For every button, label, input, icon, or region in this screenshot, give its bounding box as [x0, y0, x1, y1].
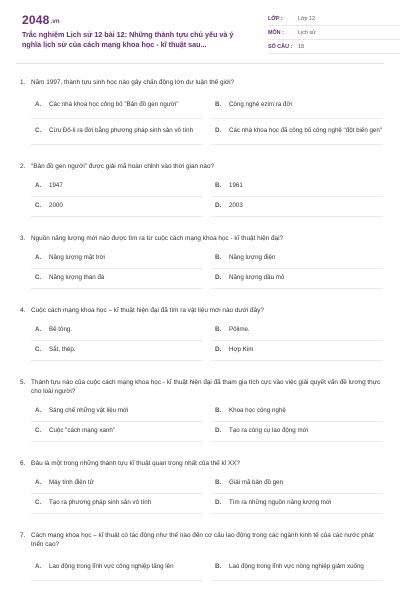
- option-d[interactable]: [211, 341, 383, 361]
- option-text: Công nghệ ezim ra đời: [229, 101, 292, 109]
- option-letter: D.: [215, 202, 222, 210]
- option-text: 1947: [49, 182, 63, 190]
- question-number: 6.: [20, 460, 26, 467]
- option-b[interactable]: [211, 402, 383, 422]
- question-number: 2.: [20, 163, 26, 170]
- option-a[interactable]: [31, 402, 203, 422]
- option-text: Cừu Đô-li ra đời bằng phương pháp sinh sản vô tính: [49, 127, 194, 135]
- option-letter: B.: [215, 563, 222, 571]
- option-letter: B.: [215, 407, 222, 415]
- question-text: Thành tựu nào của cuộc cách mạng khoa học - kĩ thuật hiện đại đã tham gia tích cực vào việc giải quyết vấn đề lương thực cho loài người?: [31, 379, 381, 395]
- option-c[interactable]: [31, 341, 203, 361]
- meta-subject-label: MÔN :: [268, 29, 284, 36]
- question-text: Cuộc cách mạng khoa học – kĩ thuật hiện đại đã tìm ra vật liệu mới nào dưới đây?: [31, 307, 264, 314]
- option-a[interactable]: [31, 93, 203, 119]
- option-text: Máy tính điện tử: [49, 479, 94, 487]
- option-text: Năng lượng mặt trời: [49, 254, 105, 262]
- question-text: Đâu là một trong những thành tựu kĩ thuật quan trọng nhất của thế kỉ XX?: [31, 460, 240, 467]
- option-b[interactable]: [211, 321, 383, 341]
- option-text: Hợp Kim: [229, 346, 254, 354]
- question-text: Năm 1997, thành tựu sinh học nào gây chấn động lớn dư luận thế giới?: [31, 79, 235, 86]
- option-text: 2003: [229, 202, 243, 210]
- question-3: [16, 234, 384, 289]
- option-text: 2000: [49, 202, 63, 210]
- option-d[interactable]: [211, 119, 383, 145]
- meta-grade-value[interactable]: Lớp 12: [298, 15, 316, 22]
- option-text: Năng lượng điện: [229, 254, 276, 262]
- answer-options: [16, 249, 384, 289]
- option-letter: A.: [35, 563, 42, 571]
- question-list: [16, 78, 384, 598]
- option-text: Tìm ra những nguồn năng lượng mới: [229, 499, 332, 507]
- option-text: Năng lượng than đá: [49, 274, 105, 282]
- question-6: [16, 459, 384, 514]
- option-text: 1961: [229, 182, 243, 190]
- option-letter: B.: [215, 254, 222, 262]
- option-letter: D.: [215, 346, 222, 354]
- option-a[interactable]: [31, 474, 203, 494]
- option-d[interactable]: [211, 494, 383, 514]
- meta-subject: [268, 26, 400, 40]
- answer-options: [16, 177, 384, 217]
- question-text: "Bản đồ gen người" được giải mã hoàn chỉnh vào thời gian nào?: [31, 163, 215, 170]
- question-4: [16, 306, 384, 361]
- question-text: Cách mạng khoa học – kĩ thuật có tác động như thế nào đến cơ cấu lao động trong các ngành kinh tế của các nước phát triển cao?: [31, 532, 374, 548]
- answer-options: [16, 474, 384, 514]
- option-text: Pôlime.: [229, 326, 250, 334]
- option-c[interactable]: [31, 269, 203, 289]
- option-d[interactable]: [211, 269, 383, 289]
- option-letter: C.: [35, 274, 42, 282]
- answer-options: [16, 402, 384, 442]
- option-letter: B.: [215, 101, 222, 109]
- option-c[interactable]: [31, 197, 203, 217]
- option-c[interactable]: [31, 119, 203, 145]
- option-b[interactable]: [211, 474, 383, 494]
- meta-grade: [268, 12, 400, 26]
- option-b[interactable]: [211, 93, 383, 119]
- option-a[interactable]: [31, 321, 203, 341]
- option-text: Tạo ra phương pháp sinh sản vô tính: [49, 499, 152, 507]
- question-text: Nguồn năng lượng mới nào được tìm ra từ cuộc cách mạng khoa học - kĩ thuật hiện đại?: [31, 235, 284, 242]
- option-letter: A.: [35, 326, 42, 334]
- option-text: Khoa học công nghệ: [229, 407, 286, 415]
- question-number: 4.: [20, 307, 26, 314]
- option-letter: B.: [215, 326, 222, 334]
- option-letter: A.: [35, 407, 42, 415]
- option-letter: C.: [35, 346, 42, 354]
- option-d[interactable]: [211, 422, 383, 442]
- option-d[interactable]: [211, 197, 383, 217]
- option-letter: C.: [35, 499, 42, 507]
- meta-count-value: 18: [298, 43, 304, 50]
- option-letter: D.: [215, 127, 222, 135]
- answer-options: [16, 555, 384, 581]
- question-1: [16, 78, 384, 145]
- option-letter: C.: [35, 127, 42, 135]
- quiz-title[interactable]: Trắc nghiệm Lịch sử 12 bài 12: Những thành tựu chủ yếu và ý nghĩa lịch sử của cách mạng khoa học - kĩ thuật sau...: [22, 30, 234, 49]
- option-text: Lao động trong lĩnh vực nông nghiệp giảm xuống: [229, 563, 364, 571]
- option-letter: D.: [215, 274, 222, 282]
- option-text: Tạo ra công cụ lao động mới: [229, 427, 309, 435]
- option-text: Giải mã bản đồ gen: [229, 479, 284, 487]
- page-header: [16, 0, 384, 64]
- option-c[interactable]: [31, 494, 203, 514]
- question-2: [16, 162, 384, 217]
- meta-subject-value[interactable]: Lịch sử: [298, 29, 316, 36]
- option-text: Bê tông.: [49, 326, 73, 334]
- option-letter: A.: [35, 101, 42, 109]
- answer-options: [16, 93, 384, 145]
- question-number: 5.: [20, 379, 26, 386]
- option-letter: D.: [215, 499, 222, 507]
- option-letter: A.: [35, 254, 42, 262]
- question-number: 3.: [20, 235, 26, 242]
- option-a[interactable]: [31, 177, 203, 197]
- question-number: 7.: [20, 532, 26, 539]
- option-letter: A.: [35, 182, 42, 190]
- option-a[interactable]: [31, 555, 203, 581]
- option-b[interactable]: [211, 249, 383, 269]
- option-a[interactable]: [31, 249, 203, 269]
- option-text: Năng lượng dầu mỏ: [229, 274, 285, 282]
- quiz-meta: [268, 12, 400, 54]
- option-text: Các nhà khoa học công bố "Bản đồ gen người": [49, 101, 179, 109]
- question-7: [16, 531, 384, 581]
- option-letter: D.: [215, 427, 222, 435]
- option-letter: B.: [215, 182, 222, 190]
- meta-count-label: SỐ CÂU :: [268, 43, 293, 50]
- option-text: Cuộc "cách mạng xanh": [49, 427, 115, 435]
- option-c[interactable]: [31, 422, 203, 442]
- option-b[interactable]: [211, 177, 383, 197]
- meta-count: [268, 40, 400, 54]
- option-b[interactable]: [211, 555, 383, 581]
- option-letter: C.: [35, 202, 42, 210]
- option-text: Sắt, thép.: [49, 346, 76, 354]
- option-text: Các nhà khoa học đã công bố công nghệ "đột biến gen": [229, 127, 383, 135]
- option-letter: A.: [35, 479, 42, 487]
- site-logo[interactable]: 2048.vn: [22, 13, 60, 27]
- option-letter: C.: [35, 427, 42, 435]
- meta-grade-label: LỚP :: [268, 15, 283, 22]
- option-text: Lao động trong lĩnh vực công nghiệp tăng lên: [49, 563, 174, 571]
- question-5: [16, 378, 384, 442]
- option-letter: B.: [215, 479, 222, 487]
- option-text: Sáng chế những vật liệu mới: [49, 407, 129, 415]
- question-number: 1.: [20, 79, 26, 86]
- answer-options: [16, 321, 384, 361]
